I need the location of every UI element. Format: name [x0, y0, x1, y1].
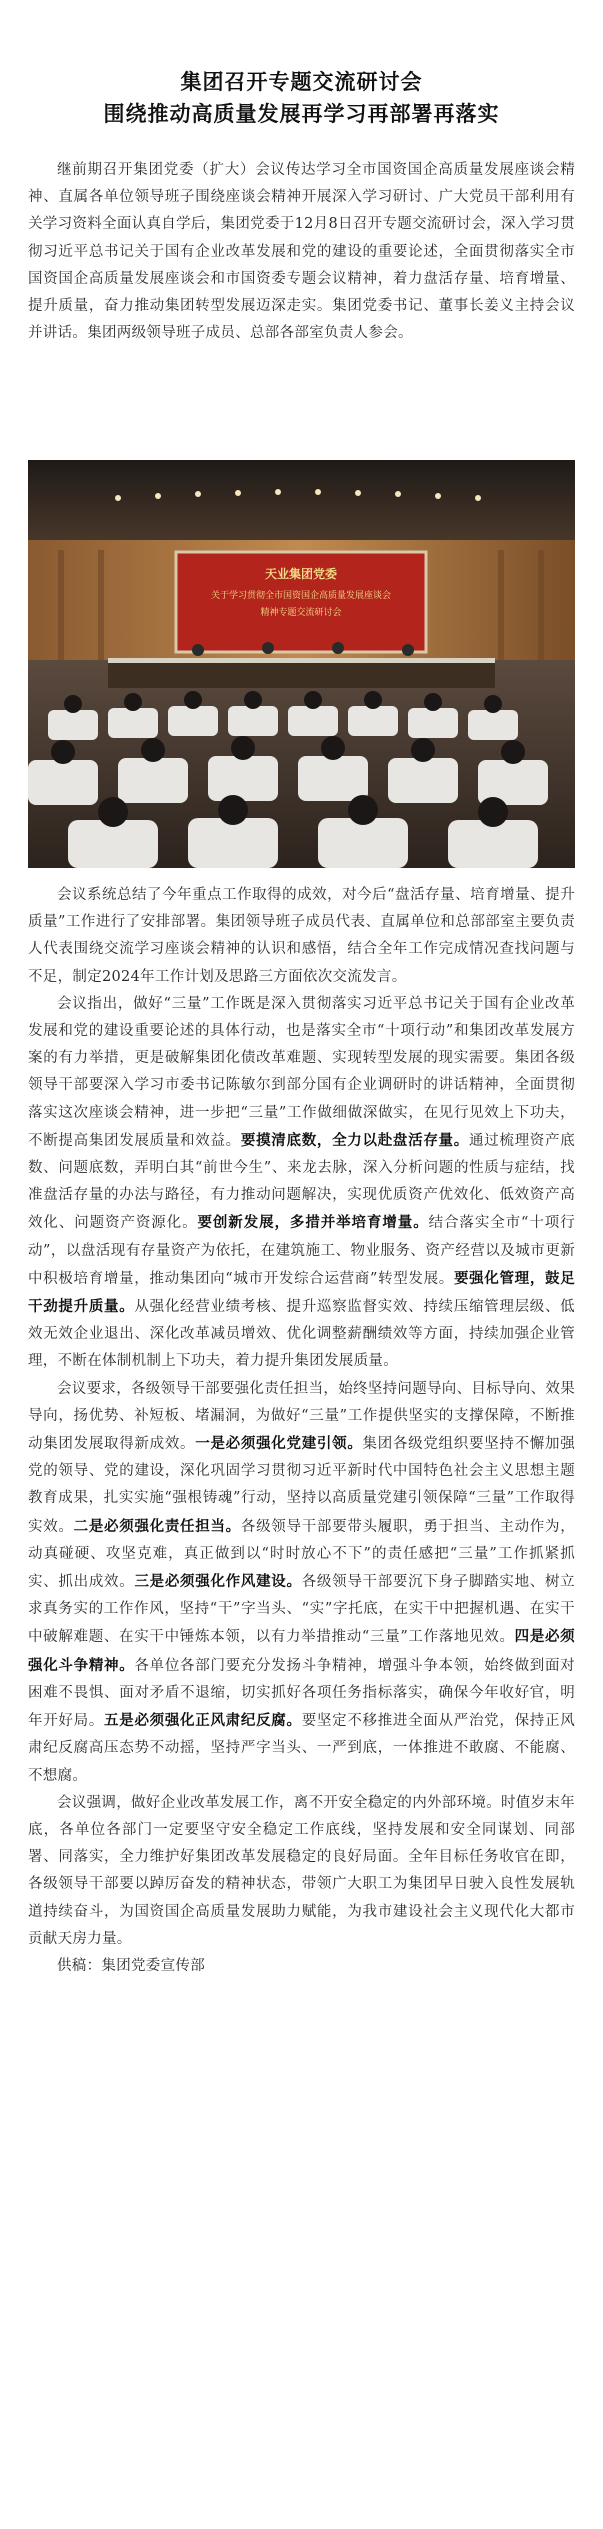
- bold-heading: 要摸清底数，全力以赴盘活存量。: [240, 1131, 469, 1149]
- banner-line-3: 精神专题交流研讨会: [260, 608, 342, 618]
- meeting-photo-image: [28, 460, 575, 868]
- paragraph-text: 会议指出，做好“三量”工作既是深入贯彻落实习近平总书记关于国有企业改革发展和党的建设重要论述的具体行动，也是落实全市“十项行动”和集团改革发展方案的有力举措，更是破解集团化债改革难题、实现转型发展的现实需要。集团各级领导干部要深入学习市委书记陈敏尔到部分国有企业调研时的讲话精神，全面贯彻落实这次座谈会精神，进一步把“三量”工作做细做深做实，在见行见效上下功夫，不断提高集团发展质量和效益。: [28, 995, 575, 1149]
- banner-line-1: 天业集团党委: [264, 567, 338, 581]
- paragraph-intro: 继前期召开集团党委（扩大）会议传达学习全市国资国企高质量发展座谈会精神、直属各单位领导班子围绕座谈会精神开展深入学习研讨、广大党员干部利用有关学习资料全面认真自学后，集团党委于12月8日召开专题交流研讨会，深入学习贯彻习近平总书记关于国有企业改革发展和党的建设的重要论述，全面贯彻落实全市国资国企高质量发展座谈会和市国资委专题会议精神，着力盘活存量、培育增量、提升质量，奋力推动集团转型发展迈深走实。集团党委书记、董事长姜义主持会议并讲话。集团两级领导班子成员、总部各部室负责人参会。: [28, 162, 575, 342]
- bold-heading: 三是必须强化作风建设。: [134, 1573, 302, 1591]
- article-intro: [28, 157, 575, 347]
- paragraph-summary: 会议系统总结了今年重点工作取得的成效，对今后“盘活存量、培育增量、提升质量”工作进行了安排部署。集团领导班子成员代表、直属单位和总部部室主要负责人代表围绕交流学习座谈会精神的认识和感悟，结合全年工作完成情况查找问题与不足，制定2024年工作计划及思路三方面依次交流发言。: [28, 887, 575, 985]
- paragraph-emphasis: 会议强调，做好企业改革发展工作，离不开安全稳定的内外部环境。时值岁末年底，各单位各部门一定要坚守安全稳定工作底线，坚持发展和安全同谋划、同部署、同落实，全力维护好集团改革发展稳定的良好局面。全年目标任务收官在即，各级领导干部要以踔厉奋发的精神状态，带领广大职工为集团早日驶入良性发展轨道持续奋斗，为国资国企高质量发展助力赋能，为我市建设社会主义现代化大都市贡献天房力量。: [28, 1794, 575, 1947]
- banner-line-2: 关于学习贯彻全市国资国企高质量发展座谈会: [210, 591, 392, 601]
- article-title-line-2: 围绕推动高质量发展再学习再部署再落实: [103, 102, 500, 126]
- paragraph-meeting-points: [28, 991, 575, 1376]
- article-title-line-1: 集团召开专题交流研讨会: [180, 70, 423, 94]
- bold-heading: 要强化管理，鼓足干劲提升质量。: [28, 1269, 575, 1316]
- bold-heading: 二是必须强化责任担当。: [73, 1517, 241, 1535]
- bold-heading: 要创新发展，多措并举培育增量。: [197, 1214, 429, 1232]
- paragraph-text: 从强化经营业绩考核、提升巡察监督实效、持续压缩管理层级、低效无效企业退出、深化改革减员增效、优化调整薪酬绩效等方面，持续加强企业管理，不断在体制机制上下功夫，着力提升集团发展质量。: [28, 1299, 575, 1370]
- article-supplier: 供稿：集团党委宣传部: [57, 1957, 205, 1974]
- paragraph-text: 各级领导干部要带头履职，勇于担当、主动作为，动真碰硬、攻坚克难，真正做到以“时时放心不下”的责任感把“三量”工作抓紧抓实、抓出成效。: [28, 1518, 575, 1591]
- paragraph-text: 各单位各部门要充分发扬斗争精神，增强斗争本领，始终做到面对困难不畏惧、面对矛盾不退缩，切实抓好各项任务指标落实，确保今年收好官，明年开好局。: [28, 1657, 575, 1730]
- article-body: [28, 882, 575, 2482]
- bold-heading: 四是必须强化斗争精神。: [28, 1628, 575, 1674]
- paragraph-meeting-requirements: [28, 1376, 575, 1790]
- paragraph-text: 要坚定不移推进全面从严治党，保持正风肃纪反腐高压态势不动摇，坚持严字当头、一严到底，一体推进不敢腐、不能腐、不想腐。: [28, 1713, 575, 1784]
- paragraph-text: 结合落实全市“十项行动”，以盘活现有存量资产为依托，在建筑施工、物业服务、资产经营以及城市更新中积极培育增量，推动集团向“城市开发综合运营商”转型发展。: [28, 1215, 575, 1287]
- paragraph-text: 集团各级党组织要坚持不懈加强党的领导、党的建设，深化巩固学习贯彻习近平新时代中国特色社会主义思想主题教育成果，扎实实施“强根铸魂”行动，坚持以高质量党建引领保障“三量”工作取得实效。: [28, 1436, 575, 1535]
- bold-heading: 一是必须强化党建引领。: [195, 1435, 363, 1453]
- paragraph-text: 各级领导干部要沉下身子脚踏实地、树立求真务实的工作作风，坚持“干”字当头、“实”字托底，在实干中把握机遇、在实干中破解难题、在实干中锤炼本领，以有力举措推动“三量”工作落地见效。: [28, 1574, 575, 1646]
- paragraph-text: 会议要求，各级领导干部要强化责任担当，始终坚持问题导向、目标导向、效果导向，扬优势、补短板、堵漏洞，为做好“三量”工作提供坚实的支撑保障，不断推动集团发展取得新成效。: [28, 1380, 575, 1453]
- meeting-photo: [28, 460, 575, 868]
- bold-heading: 五是必须强化正风肃纪反腐。: [104, 1712, 302, 1730]
- paragraph-text: 通过梳理资产底数、问题底数，弄明白其“前世今生”、来龙去脉，深入分析问题的性质与症结，找准盘活存量的办法与路径，有力推动问题解决，实现优质资产优效化、低效资产高效化、问题资产资源化。: [28, 1132, 576, 1232]
